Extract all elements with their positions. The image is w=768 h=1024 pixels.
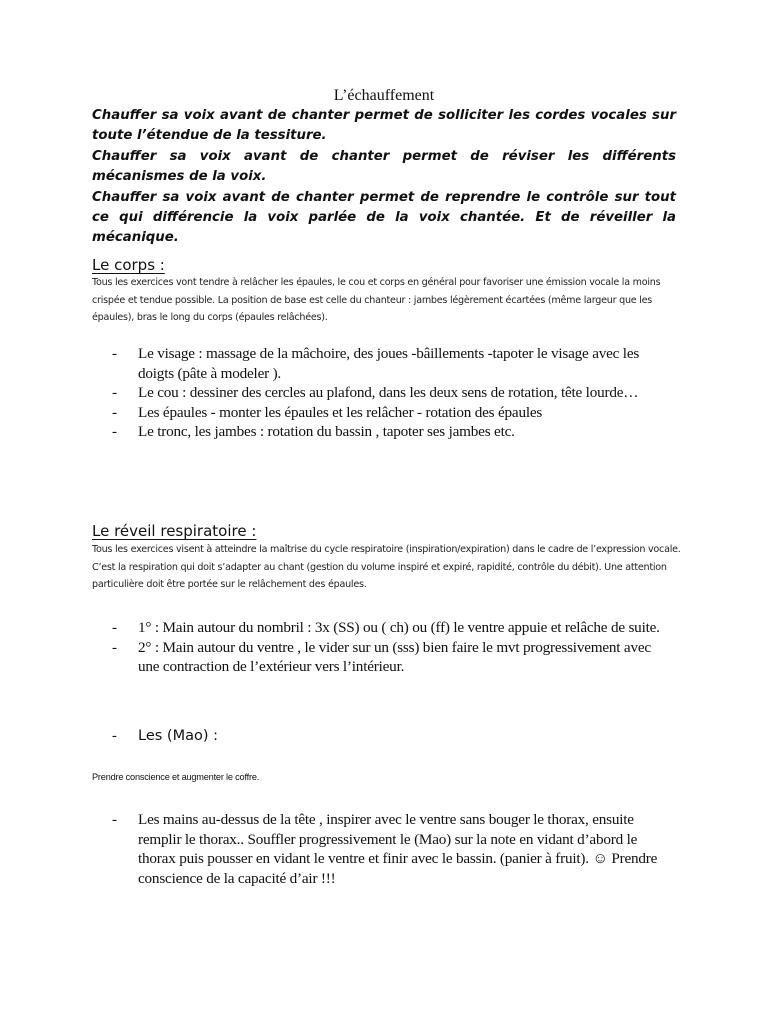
- intro-paragraph: Chauffer sa voix avant de chanter permet de réviser les différents mécanismes de la voix.: [92, 148, 676, 185]
- list-item-text: 1° : Main autour du nombril : 3x (SS) ou ( ch) ou (ff) le ventre appuie et relâche de suite.: [138, 619, 660, 636]
- list-item: [112, 403, 672, 423]
- list-item: [112, 422, 672, 442]
- intro-block: [92, 106, 676, 249]
- list-item: [112, 810, 672, 888]
- mao-label: Les (Mao) :: [138, 728, 218, 744]
- corps-description: Tous les exercices vont tendre à relâcher les épaules, le cou et corps en général pour favoriser une émission vocale la moins crispée et tendue possible. La position de base est celle du chanteur : jambes légèrement écartées (même largeur que les épaules), bras le long du corps (épaules relâchées).: [92, 277, 661, 323]
- list-item: [112, 638, 672, 677]
- dash-marker: -: [112, 345, 117, 362]
- dash-marker: -: [112, 638, 117, 656]
- section-heading-respiration: Le réveil respiratoire :: [92, 522, 257, 540]
- dash-marker: -: [112, 619, 117, 636]
- dash-marker: -: [112, 384, 117, 401]
- list-item-text: Le visage : massage de la mâchoire, des joues -bâillements -tapoter le visage avec les doigts (pâte à modeler ).: [138, 345, 640, 382]
- dash-marker: -: [112, 423, 117, 440]
- list-item-text: 2° : Main autour du ventre , le vider sur un (sss) bien faire le mvt progressivement avec une contraction de l’extérieur vers l’intérieur.: [138, 638, 651, 675]
- dash-marker: -: [112, 811, 117, 828]
- mao-heading: [112, 726, 218, 746]
- list-item: [112, 383, 672, 403]
- list-item-text: Le cou : dessiner des cercles au plafond, dans les deux sens de rotation, tête lourde…: [138, 384, 639, 401]
- list-item-text: Les épaules - monter les épaules et les relâcher - rotation des épaules: [138, 403, 543, 421]
- mao-note: Prendre conscience et augmenter le coffre.: [92, 772, 260, 782]
- section-heading-corps: Le corps :: [92, 256, 165, 274]
- corps-list: [112, 344, 672, 442]
- list-item: [112, 618, 672, 638]
- list-item: [112, 344, 672, 383]
- intro-paragraph: Chauffer sa voix avant de chanter permet de reprendre le contrôle sur tout ce qui différencie la voix parlée de la voix chantée. Et de réveiller la mécanique.: [92, 189, 676, 246]
- dash-marker: -: [112, 403, 117, 421]
- respiration-description: Tous les exercices visent à atteindre la maîtrise du cycle respiratoire (inspiration/expiration) dans le cadre de l’expression vocale. C’est la respiration qui doit s’adapter au chant (gestion du volume inspiré et expiré, rapidité, contrôle du débit). Une attention particulière doit être portée sur le relâchement des épaules.: [92, 544, 681, 590]
- respiration-list: [112, 618, 672, 677]
- page-title: L’échauffement: [333, 87, 435, 104]
- list-item-text: Les mains au-dessus de la tête , inspirer avec le ventre sans bouger le thorax, ensuite remplir le thorax.. Souffler progressivement le (Mao) sur la note en vidant d’abord le thorax puis pousser en vidant le ventre et finir avec le bassin. (panier à fruit). ☺ Prendre conscience de la capacité d’air !!!: [138, 811, 658, 887]
- intro-paragraph: Chauffer sa voix avant de chanter permet de solliciter les cordes vocales sur toute l’étendue de la tessiture.: [92, 108, 676, 144]
- dash-marker: -: [112, 728, 117, 744]
- list-item-text: Le tronc, les jambes : rotation du bassin , tapoter ses jambes etc.: [138, 423, 515, 440]
- mao-list: [112, 810, 672, 888]
